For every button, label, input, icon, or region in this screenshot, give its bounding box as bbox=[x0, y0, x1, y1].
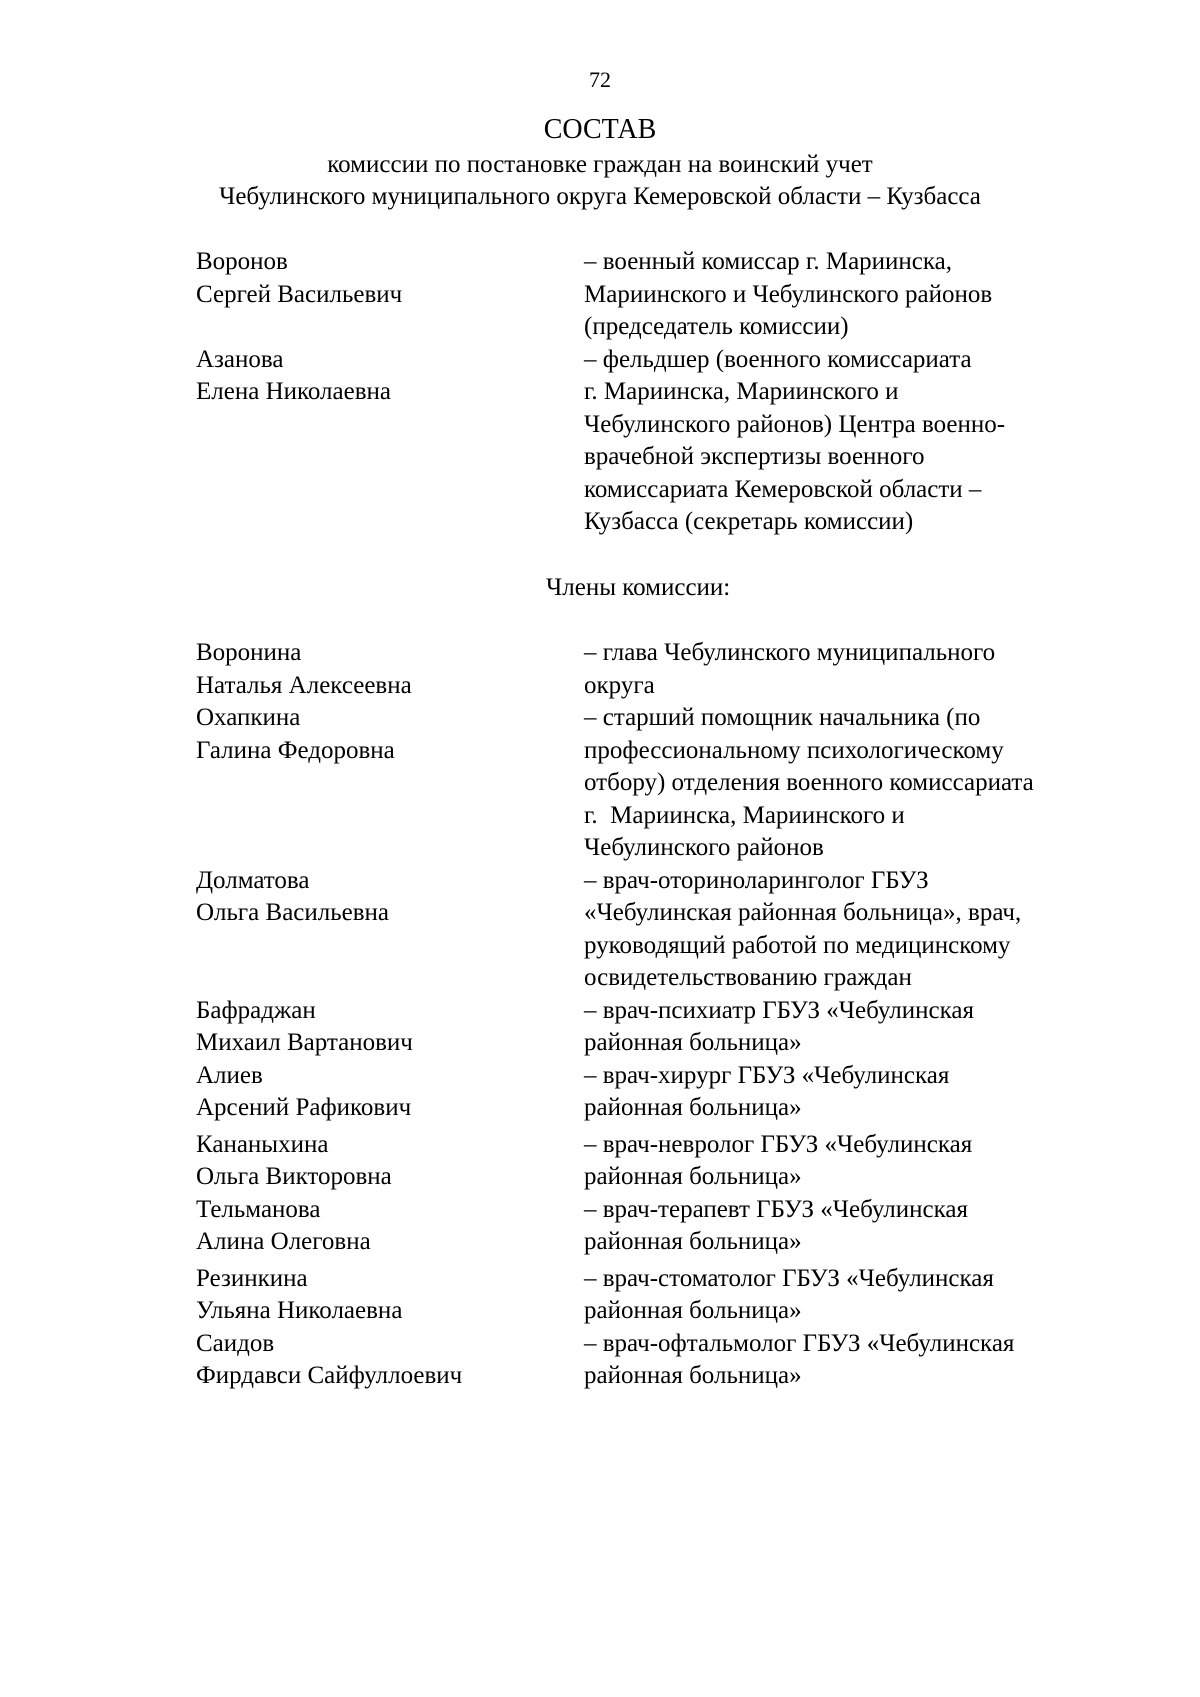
given-names: Михаил Вартанович bbox=[196, 1029, 413, 1056]
surname: Кананыхина bbox=[196, 1130, 329, 1158]
person-role bbox=[584, 1060, 1114, 1125]
commission-entry bbox=[196, 995, 1116, 1060]
role-line: районная больница» bbox=[584, 1297, 802, 1324]
commission-entry bbox=[196, 1194, 1116, 1259]
given-names: Арсений Рафикович bbox=[196, 1094, 412, 1121]
person-name bbox=[196, 246, 584, 344]
role-line: г. Мариинска, Мариинского и bbox=[584, 378, 899, 405]
role-line: отбору) отделения военного комиссариата bbox=[584, 769, 1034, 796]
role-line: освидетельствованию граждан bbox=[584, 964, 912, 991]
role-line: округа bbox=[584, 671, 655, 699]
person-role bbox=[584, 1194, 1114, 1259]
commission-entry bbox=[196, 1328, 1116, 1393]
commission-entry bbox=[196, 1060, 1116, 1125]
role-line: – врач-оториноларинголог ГБУЗ bbox=[584, 866, 929, 894]
leadership-list bbox=[196, 246, 1116, 539]
role-line: районная больница» bbox=[584, 1094, 802, 1121]
surname: Алиев bbox=[196, 1061, 263, 1089]
document-subtitle-line-1: комиссии по постановке граждан на воинский учет bbox=[327, 151, 873, 178]
surname: Воронина bbox=[196, 639, 302, 666]
person-name bbox=[196, 1129, 584, 1194]
commission-entry bbox=[196, 344, 1116, 539]
given-names: Алина Олеговна bbox=[196, 1228, 371, 1255]
person-name bbox=[196, 702, 584, 865]
surname: Долматова bbox=[196, 866, 310, 894]
given-names: Сергей Васильевич bbox=[196, 280, 403, 308]
role-line: (председатель комиссии) bbox=[584, 313, 849, 340]
person-role bbox=[584, 1263, 1114, 1328]
document-subtitle-line-2: Чебулинского муниципального округа Кемеровской области – Кузбасса bbox=[219, 183, 981, 210]
document-title: СОСТАВ bbox=[543, 114, 657, 145]
given-names: Фирдавси Сайфуллоевич bbox=[196, 1362, 463, 1389]
role-line: профессиональному психологическому bbox=[584, 736, 1004, 764]
role-line: – старший помощник начальника (по bbox=[584, 704, 981, 731]
given-names: Галина Федоровна bbox=[196, 736, 395, 764]
person-name bbox=[196, 1060, 584, 1125]
role-line: районная больница» bbox=[584, 1029, 802, 1056]
role-line: Чебулинского районов bbox=[584, 834, 824, 861]
given-names: Елена Николаевна bbox=[196, 378, 391, 405]
role-line: Кузбасса (секретарь комиссии) bbox=[584, 508, 914, 535]
role-line: – глава Чебулинского муниципального bbox=[584, 639, 996, 666]
person-name bbox=[196, 1194, 584, 1259]
role-line: Мариинского и Чебулинского районов bbox=[584, 280, 993, 308]
page-number: 72 bbox=[589, 67, 611, 92]
given-names: Ольга Васильевна bbox=[196, 899, 390, 926]
given-names: Ольга Викторовна bbox=[196, 1163, 392, 1190]
surname: Тельманова bbox=[196, 1195, 321, 1223]
role-line: – врач-хирург ГБУЗ «Чебулинская bbox=[584, 1061, 950, 1089]
surname: Охапкина bbox=[196, 704, 301, 731]
members-list bbox=[196, 637, 1116, 1393]
role-line: – врач-невролог ГБУЗ «Чебулинская bbox=[584, 1130, 973, 1158]
person-role bbox=[584, 344, 1114, 539]
person-role bbox=[584, 1328, 1114, 1393]
person-role bbox=[584, 246, 1114, 344]
role-line: комиссариата Кемеровской области – bbox=[584, 475, 982, 503]
role-line: руководящий работой по медицинскому bbox=[584, 931, 1011, 959]
role-line: районная больница» bbox=[584, 1362, 802, 1389]
role-line: районная больница» bbox=[584, 1163, 802, 1190]
commission-entry bbox=[196, 1129, 1116, 1194]
person-name bbox=[196, 865, 584, 995]
role-line: Чебулинского районов) Центра военно- bbox=[584, 410, 1006, 438]
person-name bbox=[196, 1263, 584, 1328]
commission-entry bbox=[196, 865, 1116, 995]
person-name bbox=[196, 637, 584, 702]
role-line: районная больница» bbox=[584, 1228, 802, 1255]
person-name bbox=[196, 344, 584, 539]
role-line: – врач-психиатр ГБУЗ «Чебулинская bbox=[584, 996, 974, 1024]
person-name bbox=[196, 1328, 584, 1393]
role-line: врачебной экспертизы военного bbox=[584, 443, 925, 470]
commission-entry bbox=[196, 702, 1116, 865]
person-role bbox=[584, 865, 1114, 995]
surname: Азанова bbox=[196, 345, 284, 373]
commission-entry bbox=[196, 246, 1116, 344]
role-line: – военный комиссар г. Мариинска, bbox=[584, 248, 953, 275]
role-line: г. Мариинска, Мариинского и bbox=[584, 801, 905, 829]
person-role bbox=[584, 1129, 1114, 1194]
person-role bbox=[584, 995, 1114, 1060]
surname: Резинкина bbox=[196, 1264, 308, 1292]
role-line: – фельдшер (военного комиссариата bbox=[584, 345, 972, 373]
person-role bbox=[584, 637, 1114, 702]
commission-entry bbox=[196, 1263, 1116, 1328]
role-line: «Чебулинская районная больница», врач, bbox=[584, 899, 1022, 926]
person-name bbox=[196, 995, 584, 1060]
role-line: – врач-терапевт ГБУЗ «Чебулинская bbox=[584, 1195, 968, 1223]
given-names: Ульяна Николаевна bbox=[196, 1297, 403, 1324]
surname: Саидов bbox=[196, 1329, 275, 1357]
person-role bbox=[584, 702, 1114, 865]
role-line: – врач-стоматолог ГБУЗ «Чебулинская bbox=[584, 1264, 994, 1292]
given-names: Наталья Алексеевна bbox=[196, 671, 412, 699]
commission-entry bbox=[196, 637, 1116, 702]
surname: Воронов bbox=[196, 248, 288, 275]
surname: Бафраджан bbox=[196, 996, 316, 1024]
role-line: – врач-офтальмолог ГБУЗ «Чебулинская bbox=[584, 1329, 1015, 1357]
members-heading: Члены комиссии: bbox=[546, 574, 731, 601]
